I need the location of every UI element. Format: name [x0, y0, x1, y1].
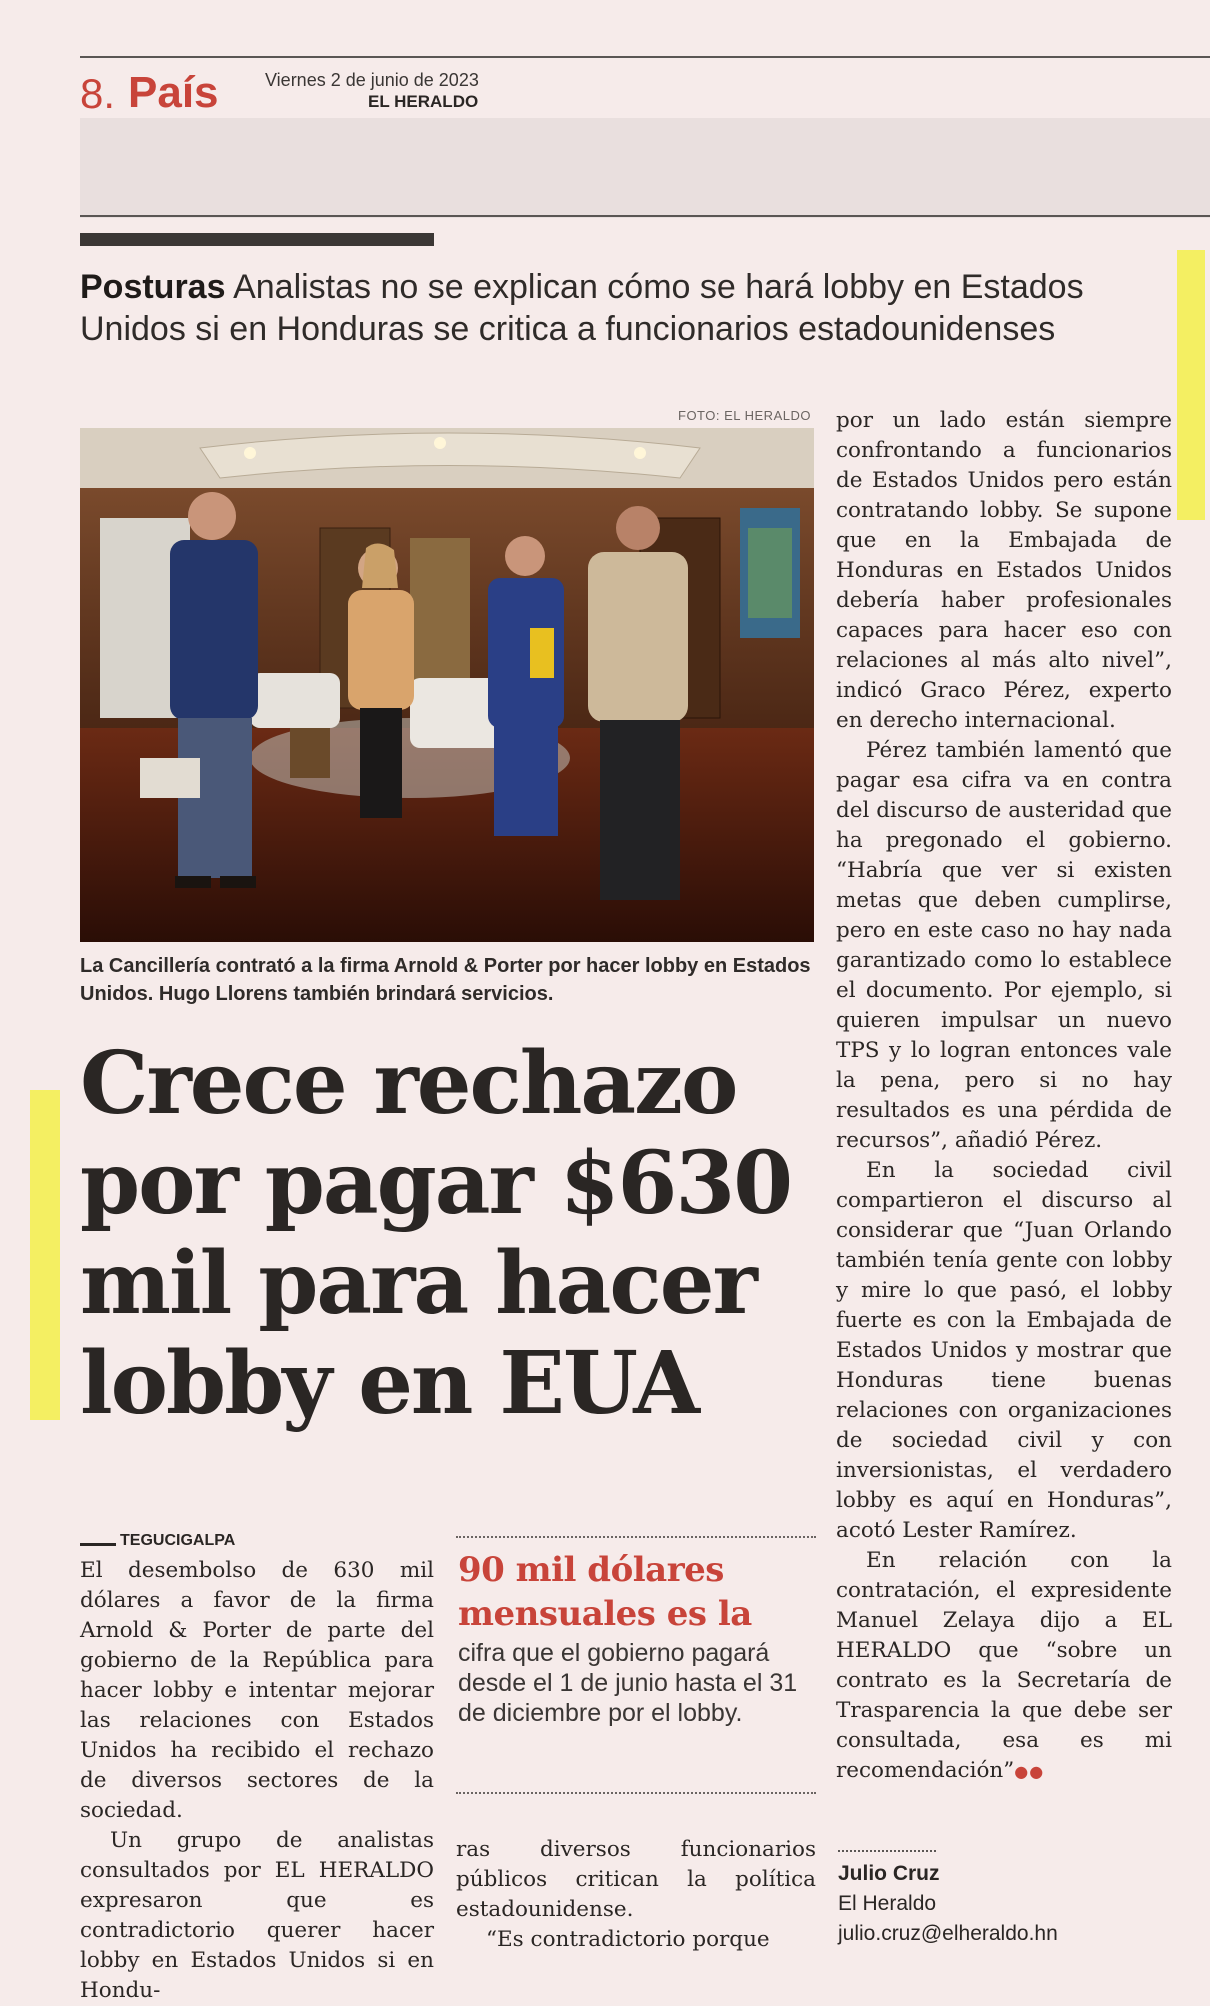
body-column-middle [456, 1835, 816, 1955]
body-paragraph: Pérez también lamentó que pagar esa cifra va en contra del discurso de austeridad que ha pregonado el gobierno. “Habría que ver si existen metas que deben cumplirse, pero en este caso no hay nada garantizado como lo establece el documento. Por ejemplo, si quieren impulsar un nuevo TPS y lo logran entonces vale la pena, pero si no hay resultados es una pérdida de recursos”, añadió Pérez. [836, 738, 1172, 1153]
body-paragraph: ras diversos funcionarios públicos critican la política estadounidense. [456, 1837, 816, 1922]
body-column-left [80, 1556, 434, 2006]
body-paragraph: por un lado están siempre confrontando a funcionarios de Estados Unidos pero están contratando lobby. Se supone que en la Embajada de Honduras en Estados Unidos debería haber profesionales capaces para hacer eso con relaciones al más alto nivel”, indicó Graco Pérez, experto en derecho internacional. [836, 408, 1172, 733]
end-mark-icon: ●● [1014, 1762, 1045, 1781]
top-rule [80, 56, 1210, 58]
dateline-bar [80, 1543, 116, 1546]
byline-name: Julio Cruz [838, 1862, 940, 1885]
deck-text: Analistas no se explican cómo se hará lobby en Estados Unidos si en Honduras se critica a funcionarios estadounidenses [80, 268, 1084, 348]
dateline: TEGUCIGALPA [120, 1532, 236, 1549]
body-paragraph [836, 1546, 1172, 1787]
header-rule [80, 215, 1210, 217]
callout-text: cifra que el gobierno pagará desde el 1 de junio hasta el 31 de diciembre por el lobby. [458, 1639, 798, 1727]
byline-email: julio.cruz@elheraldo.hn [838, 1922, 1058, 1945]
headline: Crece rechazo por pagar $630 mil para hacer lobby en EUA [80, 1033, 792, 1434]
photo-caption: La Cancillería contrató a la firma Arnold & Porter por hacer lobby en Estados Unidos. Hugo Llorens también brindará servicios. [80, 955, 811, 1005]
section-title: País [128, 68, 219, 117]
callout-rule-top [456, 1536, 816, 1538]
callout-rule-bottom [456, 1792, 816, 1794]
deck-lead: Posturas [80, 268, 226, 306]
office-meeting-illustration [80, 428, 814, 942]
highlighter-mark-left [30, 1090, 60, 1420]
body-paragraph: En la sociedad civil compartieron el discurso al considerar que “Juan Orlando también tenía gente con lobby y mire lo que pasó, el lobby fuerte es con la Embajada de Estados Unidos y mostrar que Honduras tiene buenas relaciones con organizaciones de sociedad civil y con inversionistas, el verdadero lobby es aquí en Honduras”, acotó Lester Ramírez. [836, 1158, 1172, 1543]
header-band [80, 118, 1210, 218]
photo-credit: FOTO: EL HERALDO [678, 408, 811, 423]
issue-date: Viernes 2 de junio de 2023 [265, 70, 479, 90]
byline-organization: El Heraldo [838, 1892, 937, 1915]
body-paragraph: “Es contradictorio porque [486, 1927, 770, 1952]
section-bar [80, 233, 434, 246]
news-photo [80, 428, 814, 942]
body-column-right [836, 406, 1172, 1787]
deck [80, 266, 1180, 350]
body-paragraph: El desembolso de 630 mil dólares a favor de la firma Arnold & Porter de parte del gobierno de la República para hacer lobby e intentar mejorar las relaciones con Estados Unidos ha recibido el rechazo de diversos sectores de la sociedad. [80, 1558, 434, 1823]
body-paragraph: Un grupo de analistas consultados por EL HERALDO expresaron que es contradictorio querer hacer lobby en Estados Unidos si en Hondu- [80, 1828, 434, 2003]
byline-rule [838, 1850, 936, 1852]
publication-name: EL HERALDO [368, 92, 479, 111]
callout-figure: 90 mil dólares mensuales es la [458, 1550, 752, 1634]
page-number: 8. [80, 70, 116, 117]
highlighter-mark-right [1177, 250, 1205, 520]
body-paragraph-text: En relación con la contratación, el expresidente Manuel Zelaya dijo a EL HERALDO que “sobre un contrato es la Secretaría de Trasparencia la que debe ser consultada, esa es mi recomendación” [836, 1548, 1172, 1783]
